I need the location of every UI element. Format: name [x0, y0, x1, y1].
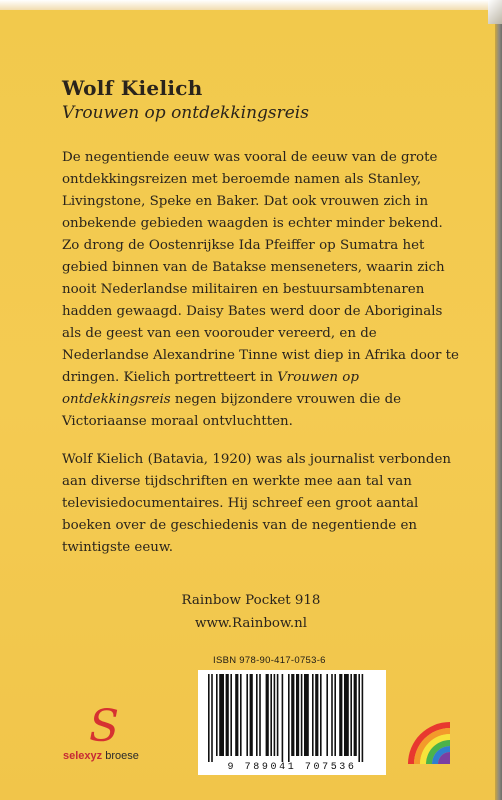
blurb-text — [62, 147, 460, 559]
page-edge-right — [495, 0, 502, 800]
author-bio: Wolf Kielich (Batavia, 1920) was als journalist verbonden aan diverse tijdschriften en werkte mee aan tal van televisiedocumentaires. Hij schreef een groot aantal boeken over de geschiedenis van de negentiende en twintigste eeuw. — [62, 452, 452, 555]
author-name: Wolf Kielich — [62, 76, 203, 100]
series-label: Rainbow Pocket 918 — [181, 593, 321, 608]
barcode-digits: 9 789041 707536 — [198, 762, 386, 773]
barcode-bars — [198, 670, 386, 762]
barcode — [198, 670, 386, 775]
selexyz-logo: S selexyz broese — [63, 701, 139, 762]
selexyz-mark-icon: S — [89, 701, 120, 752]
blurb-title-italic: Vrouwen op ontdekkingsreis — [62, 370, 359, 407]
blurb-paragraph: De negentiende eeuw was vooral de eeuw van de grote ontdekkingsreizen met beroemde namen als Stanley, Livingstone, Speke en Baker. Dat ook vrouwen zich in onbekende gebieden waagden is echter minder bekend. Zo drong de Oostenrijkse Ida Pfeiffer op Sumatra het gebied binnen van de Batakse menseneters, waarin zich nooit Nederlandse militairen en bestuursambtenaren hadden gewaagd. Daisy Bates werd door de Aboriginals als de geest van een voorouder vereerd, en de Nederlandse Alexandrine Tinne wist diep in Afrika door te dringen. Kielich portretteert in Vrouwen op ontdekkingsreis negen bijzondere vrouwen die de Victoriaanse moraal ontvluchtten. — [62, 150, 459, 429]
website-label: www.Rainbow.nl — [194, 616, 307, 631]
book-title: Vrouwen op ontdekkingsreis — [62, 103, 309, 123]
page-corner — [488, 0, 502, 24]
rainbow-icon — [404, 718, 454, 768]
isbn-label: ISBN 978-90-417-0753-6 — [213, 655, 326, 666]
page-edge-top — [0, 0, 502, 10]
